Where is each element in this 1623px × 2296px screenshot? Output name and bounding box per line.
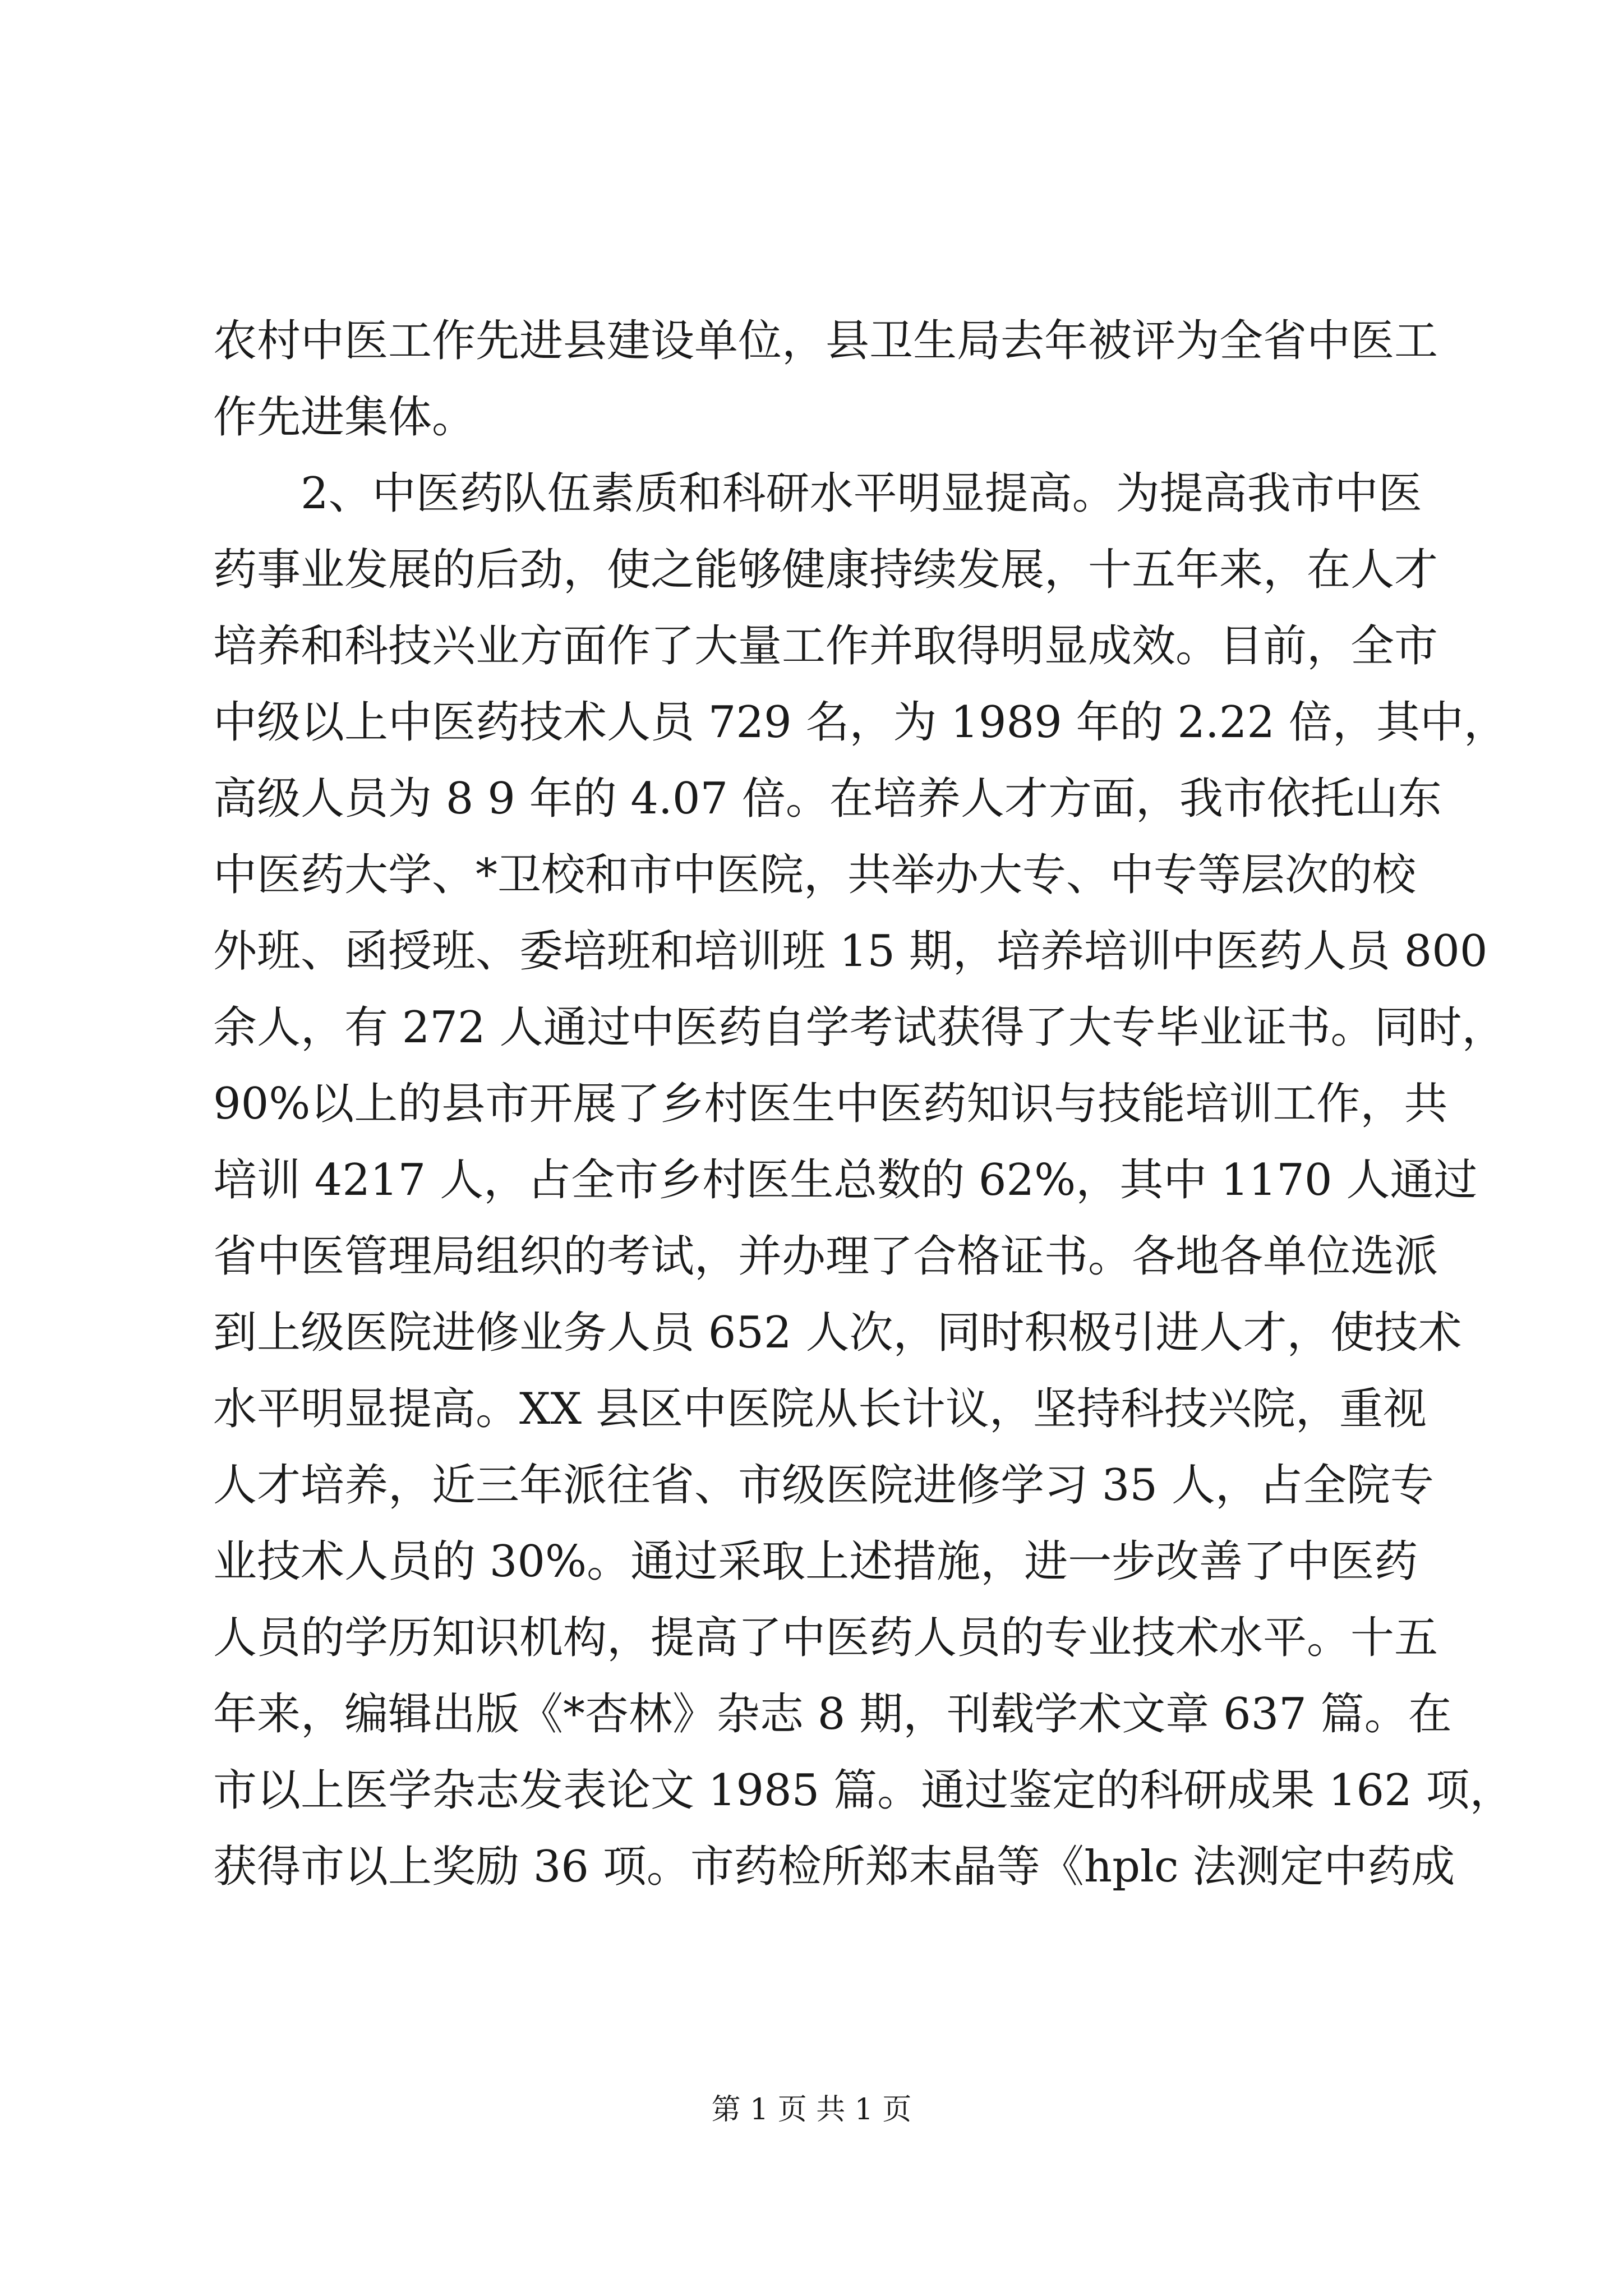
text-line: 到上级医院进修业务人员 652 人次，同时积极引进人才，使技术 xyxy=(213,1308,1462,1358)
text-line: 年来，编辑出版《*杏林》杂志 8 期，刊载学术文章 637 篇。在 xyxy=(213,1689,1452,1740)
text-line: 药事业发展的后劲，使之能够健康持续发展，十五年来，在人才 xyxy=(213,545,1438,595)
text-line: 中医药大学、*卫校和市中医院，共举办大专、中专等层次的校 xyxy=(213,850,1417,900)
text-line: 90%以上的县市开展了乡村医生中医药知识与技能培训工作，共 xyxy=(213,1079,1448,1129)
text-line: 人才培养，近三年派往省、市级医院进修学习 35 人，占全院专 xyxy=(213,1460,1434,1511)
page-footer xyxy=(0,2090,1623,2129)
text-line: 人员的学历知识机构，提高了中医药人员的专业技术水平。十五 xyxy=(213,1613,1438,1663)
text-line: 培养和科技兴业方面作了大量工作并取得明显成效。目前，全市 xyxy=(213,621,1438,671)
document-body xyxy=(213,303,1514,1905)
text-line: 高级人员为 8 9 年的 4.07 倍。在培养人才方面，我市依托山东 xyxy=(213,774,1442,824)
text-line: 中级以上中医药技术人员 729 名，为 1989 年的 2.22 倍，其中， xyxy=(213,697,1507,748)
text-line: 外班、函授班、委培班和培训班 15 期，培养培训中医药人员 800 xyxy=(213,926,1488,977)
text-line: 培训 4217 人，占全市乡村医生总数的 62%，其中 1170 人通过 xyxy=(213,1155,1478,1205)
text-line: 作先进集体。 xyxy=(213,392,476,443)
text-line: 业技术人员的 30%。通过采取上述措施，进一步改善了中医药 xyxy=(213,1536,1418,1587)
text-line: 农村中医工作先进县建设单位，县卫生局去年被评为全省中医工 xyxy=(213,316,1438,366)
text-line: 获得市以上奖励 36 项。市药检所郑末晶等《hplc 法测定中药成 xyxy=(213,1842,1455,1892)
text-line: 市以上医学杂志发表论文 1985 篇。通过鉴定的科研成果 162 项， xyxy=(213,1765,1514,1816)
text-line: 2、中医药队伍素质和科研水平明显提高。为提高我市中医 xyxy=(213,468,1422,519)
page-number-label: 第 1 页 共 1 页 xyxy=(711,2093,912,2127)
text-line: 水平明显提高。XX 县区中医院从长计议，坚持科技兴院，重视 xyxy=(213,1384,1427,1434)
text-line: 余人，有 272 人通过中医药自学考试获得了大专毕业证书。同时， xyxy=(213,1002,1506,1053)
text-line: 省中医管理局组织的考试，并办理了合格证书。各地各单位选派 xyxy=(213,1231,1438,1282)
